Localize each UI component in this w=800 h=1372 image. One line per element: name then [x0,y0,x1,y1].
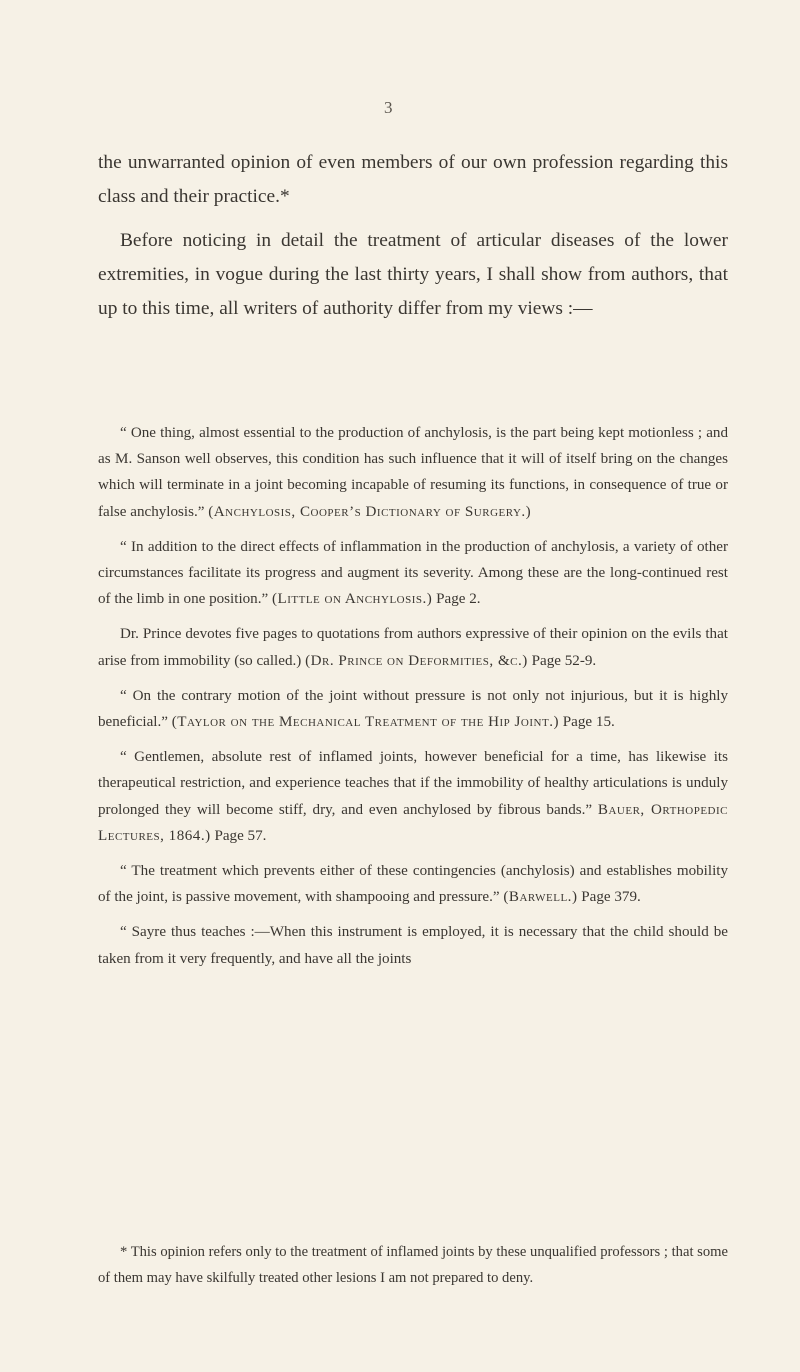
quote-prince [98,621,728,673]
page-number: 3 [384,98,393,117]
quote-text: “ On the contrary motion of the joint without pressure is not only not injurious, but it is highly beneficial.” [98,687,728,731]
quote-source: (Barwell.) [503,889,578,906]
intro-paragraph: Before noticing in detail the treatment of articular diseases of the lower extremities, in vogue during the last thirty years, I shall show from authors, that up to this time, all writers of authority differ from my views :— [98,230,728,319]
quote-page: Page 15. [562,714,615,731]
continuation-paragraph: the unwarranted opinion of even members of our own profession regarding this class and their practice.* [98,152,728,207]
quote-barwell [98,858,728,910]
quote-source: (Taylor on the Mechanical Treatment of the Hip Joint.) [171,714,559,731]
quote-cooper [98,420,728,525]
quote-page: Page 2. [436,591,481,608]
quote-little [98,534,728,613]
quote-sayre [98,919,728,971]
quote-text: “ Gentlemen, absolute rest of inflamed joints, however beneficial for a time, has likewise its therapeutical restriction, and experience teaches that if the immobility of healthy articulations is unduly prolonged they will become stiff, dry, and even anchylosed by fibrous bands.” [98,749,728,818]
quotations [98,420,728,981]
quote-text: “ Sayre thus teaches :—When this instrument is employed, it is necessary that the child should be taken from it very frequently, and have all the joints [98,924,728,967]
quote-bauer [98,744,728,849]
quote-text: “ The treatment which prevents either of these contingencies (anchylosis) and establishes mobility of the joint, is passive movement, with shampooing and pressure.” [98,863,728,906]
quote-page: Page 52-9. [531,652,597,669]
quote-page: Page 379. [581,889,641,906]
quote-page: Page 57. [214,827,267,844]
quote-taylor [98,683,728,735]
quote-source: (Little on Anchylosis.) [271,591,433,608]
quote-text: “ In addition to the direct effects of inflammation in the production of anchylosis, a variety of other circumstances facilitate its progress and augment its severity. Among these are the long-continued rest of the limb in one position.” [98,538,728,608]
quote-source: (Dr. Prince on Deformities, &c.) [305,652,528,669]
quote-text: “ One thing, almost essential to the production of anchylosis, is the part being kept motionless ; and as M. Sanson well observes, this condition has such influence that it will of itself bring on the changes which will terminate in a joint becoming incapable of resuming its functions, in consequence of true or false anchylosis.” [98,425,728,520]
quote-source: Bauer, Orthopedic Lectures, 1864.) [98,801,728,844]
quote-text: Dr. Prince devotes five pages to quotations from authors expressive of their opinion on the evils that arise from immobility (so called.) [98,626,728,669]
footnote: * This opinion refers only to the treatment of inflamed joints by these unqualified professors ; that some of them may have skilfully treated other lesions I am not prepared to deny. [98,1244,728,1286]
intro-section [98,146,728,336]
quote-source: (Anchylosis, Cooper’s Dictionary of Surgery.) [208,503,532,520]
